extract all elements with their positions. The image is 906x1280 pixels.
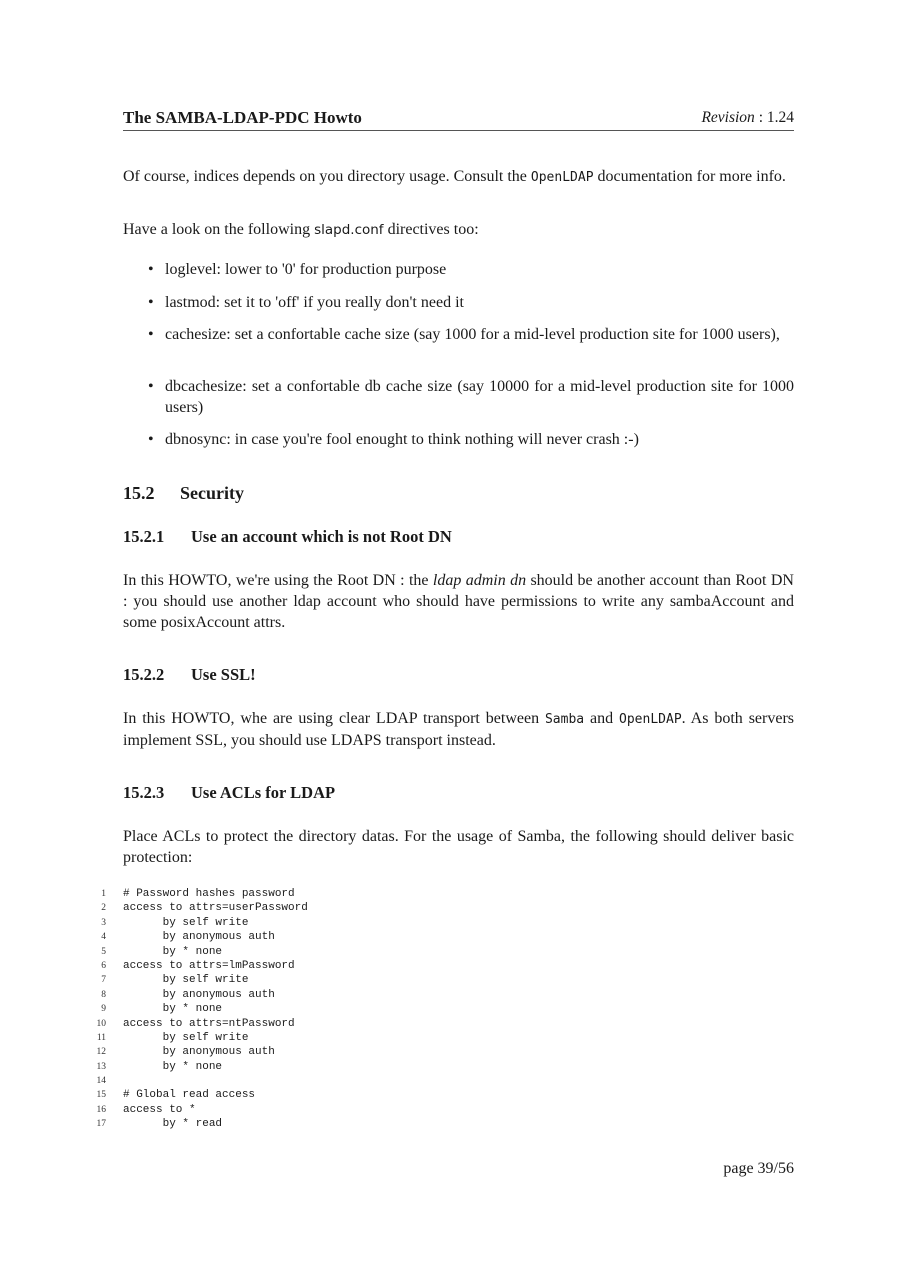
- line-number: 12: [96, 1047, 106, 1058]
- code-text: by anonymous auth: [123, 1046, 275, 1059]
- line-number: 3: [101, 917, 106, 928]
- text: In this HOWTO, whe are using clear LDAP transport between: [123, 710, 545, 727]
- document-title: The SAMBA-LDAP-PDC Howto: [123, 108, 362, 127]
- revision-value: 1.24: [766, 109, 794, 126]
- code-text: access to attrs=userPassword: [123, 902, 308, 915]
- text: should be another account than Root DN : you should use another ldap account who should have permissions to write any sambaAccount and some posixAccount attrs.: [123, 572, 794, 631]
- line-number: 11: [96, 1032, 106, 1043]
- code-text: by * read: [123, 1118, 223, 1131]
- line-number: 4: [101, 932, 106, 943]
- bullet-icon: •: [148, 378, 154, 395]
- text: Have a look on the following: [123, 221, 315, 238]
- code-text: # Global read access: [123, 1089, 256, 1102]
- revision-separator: :: [754, 109, 767, 126]
- section-heading: [123, 483, 244, 504]
- code-text: by anonymous auth: [123, 931, 275, 944]
- text: . As both servers implement SSL, you should use LDAPS transport instead.: [123, 710, 795, 749]
- revision-label: Revision: [701, 109, 755, 126]
- list-item-text: cachesize: set a confortable cache size (say 1000 for a mid-level production site for 1000 users),: [165, 326, 780, 343]
- code-text: by anonymous auth: [123, 988, 275, 1001]
- bullet-icon: •: [148, 261, 154, 278]
- paragraph: [123, 708, 794, 751]
- paragraph: Place ACLs to protect the directory datas. For the usage of Samba, the following should deliver basic protection:: [123, 828, 794, 866]
- line-number: 1: [101, 889, 106, 899]
- code-text: by * none: [123, 1060, 223, 1073]
- subsection-title: Use SSL!: [191, 665, 256, 684]
- list-item-text: lastmod: set it to 'off' if you really don't need it: [165, 294, 464, 311]
- list-item: [148, 376, 794, 418]
- directives-intro: [123, 219, 794, 241]
- subsection-heading: [123, 665, 256, 685]
- line-number: 2: [101, 903, 106, 914]
- line-number: 6: [101, 960, 106, 971]
- line-number: 5: [101, 946, 106, 957]
- line-number: 14: [96, 1076, 106, 1087]
- list-item: [148, 429, 794, 450]
- line-number: 10: [96, 1018, 106, 1029]
- list-item: [148, 292, 794, 313]
- line-number: 15: [96, 1090, 106, 1101]
- code-text: # Password hashes password: [123, 888, 295, 900]
- running-header: [123, 108, 794, 131]
- intro-paragraph: [123, 166, 794, 188]
- code-openldap: OpenLDAP: [530, 170, 594, 185]
- list-item: [148, 324, 794, 345]
- text: documentation for more info.: [593, 168, 786, 185]
- text: Of course, indices depends on you directory usage. Consult the: [123, 168, 531, 185]
- code-text: by * none: [123, 1003, 223, 1016]
- text: directives too:: [383, 221, 479, 238]
- code-text: access to attrs=ntPassword: [123, 1017, 295, 1030]
- bullet-icon: •: [148, 326, 154, 343]
- code-samba: Samba: [544, 712, 585, 727]
- paragraph: [123, 570, 794, 633]
- subsection-title: Use ACLs for LDAP: [191, 783, 336, 802]
- line-number: 7: [101, 975, 106, 986]
- section-number: 15.2: [123, 483, 155, 503]
- line-number: 13: [96, 1061, 106, 1072]
- page-number: page 39/56: [723, 1160, 794, 1177]
- list-item: [148, 259, 794, 280]
- subsection-heading: [123, 527, 452, 547]
- subsection-title: Use an account which is not Root DN: [191, 527, 452, 546]
- code-text: access to *: [123, 1103, 196, 1116]
- line-number: 16: [96, 1104, 106, 1115]
- code-text: access to attrs=lmPassword: [123, 959, 295, 972]
- line-number: 9: [101, 1004, 106, 1015]
- line-number: 17: [96, 1119, 106, 1130]
- subsection-number: 15.2.3: [123, 783, 165, 802]
- code-text: by self write: [123, 974, 249, 987]
- list-item-text: dbcachesize: set a confortable db cache size (say 10000 for a mid-level production site for 1000 users): [165, 378, 794, 416]
- bullet-icon: •: [148, 431, 154, 448]
- code-openldap: OpenLDAP: [619, 712, 682, 727]
- code-text: by self write: [123, 1031, 249, 1044]
- section-title: Security: [180, 483, 244, 503]
- revision-info: [701, 109, 794, 127]
- code-text: by * none: [123, 945, 223, 958]
- slapd-conf-filename: slapd.conf: [314, 222, 384, 238]
- subsection-number: 15.2.2: [123, 665, 165, 684]
- subsection-heading: [123, 783, 335, 803]
- line-number: 8: [101, 989, 106, 1000]
- emphasis: ldap admin dn: [432, 572, 527, 589]
- subsection-number: 15.2.1: [123, 527, 165, 546]
- list-item-text: loglevel: lower to '0' for production purpose: [165, 261, 447, 278]
- text: In this HOWTO, we're using the Root DN : the: [123, 572, 433, 589]
- bullet-icon: •: [148, 294, 154, 311]
- list-item-text: dbnosync: in case you're fool enought to think nothing will never crash :-): [165, 431, 639, 448]
- code-text: by self write: [123, 916, 249, 929]
- text: and: [584, 710, 620, 727]
